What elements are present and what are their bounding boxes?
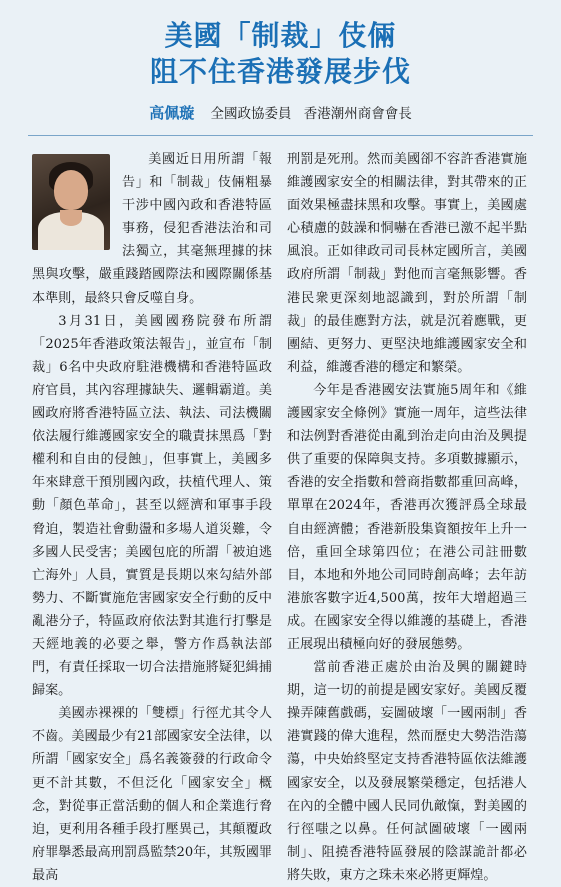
paragraph: 刑罰是死刑。然而美國卻不容許香港實施維護國家安全的相關法律，對其帶來的正面效果極盡抹黑和攻擊。事實上，美國處心積慮的鼓譟和恫嚇在香港已激不起半點風浪。正如律政司司長林定國所言，美國政府所謂「制裁」對他而言毫無影響。香港民衆更深刻地認識到，對於所謂「制裁」的最佳應對方法，就是沉着應戰，更團結、更努力、更堅決地維護國家安全和利益，維護香港的穩定和繁榮。 [287,152,527,375]
paragraph: 當前香港正處於由治及興的關鍵時期，這一切的前提是國安家好。美國反覆操弄陳舊戲碼，妄圖破壞「一國兩制」香港實踐的偉大進程，然而歷史大勢浩浩蕩蕩，中央始終堅定支持香港特區依法維護國家安全，以及發展繁榮穩定，包括港人在內的全體中國人民同仇敵愾，對美國的行徑嗤之以鼻。任何試圖破壞「一國兩制」、阻撓香港特區發展的陰謀詭計都必將失敗，東方之珠未來必將更輝煌。 [287,660,527,883]
paragraph: 美國赤裸裸的「雙標」行徑尤其令人不齒。美國最少有21部國家安全法律，以所謂「國家安全」爲名義簽發的行政命令更不計其數，不但泛化「國家安全」概念，對從事正當活動的個人和企業進行脅迫，更利用各種手段打壓異己，其顛覆政府罪擧悉最高刑罰爲監禁20年，其叛國罪最高 [32,706,272,883]
article-body [32,148,532,883]
left-column [32,148,272,887]
paragraph: 美國近日用所謂「報告」和「制裁」伎倆粗暴干涉中國內政和香港特區事務，侵犯香港法治和司法獨立，其毫無理據的抹黑與攻擊，嚴重踐踏國際法和國際關係基本準則，最終只會反噬自身。 [32,152,272,306]
author-role-2: 香港潮州商會會長 [303,106,412,122]
byline [0,102,561,123]
author-name: 高佩璇 [149,104,195,122]
paragraph: 3月31日，美國國務院發布所謂「2025年香港政策法報告」，並宣布「制裁」6名中央政府駐港機構和香港特區政府官員，其內容理據缺失、邏輯霸道。美國政府將香港特區立法、執法、司法機關依法履行維護國家安全的職責抹黑爲「對權利和自由的侵蝕」，但事實上，美國多年來肆意干預別國內政，扶植代理人、策動「顏色革命」，甚至以經濟和軍事手段脅迫，製造社會動盪和多場人道災難，令多國人民受害；美國包庇的所謂「被迫逃亡海外」人員，實質是長期以來勾結外部勢力、不斷實施危害國家安全行動的反中亂港分子，特區政府依法對其進行打擊是天經地義的必要之舉，警方作爲執法部門，有責任採取一切合法措施將疑犯緝捕歸案。 [32,313,272,699]
author-role-1: 全國政協委員 [210,106,292,122]
headline-line-1: 美國「制裁」伎倆 [164,19,397,52]
headline [0,0,561,90]
divider [28,135,533,136]
right-column [287,148,527,887]
headline-line-2: 阻不住香港發展步伐 [149,55,411,88]
paragraph: 今年是香港國安法實施5周年和《維護國家安全條例》實施一周年，這些法律和法例對香港從由亂到治走向由治及興提供了重要的保障與支持。多項數據顯示，香港的安全指數和營商指數都重回高峰，單單在2024年，香港再次獲評爲全球最自由經濟體；香港新股集資額按年上升一倍，重回全球第四位；在港公司註冊數目，本地和外地公司同時創高峰；去年訪港旅客數字近4,500萬，按年大增超過三成。在國家安全得以維護的基礎上，香港正展現出積極向好的發展態勢。 [287,382,527,652]
author-photo [32,154,110,250]
